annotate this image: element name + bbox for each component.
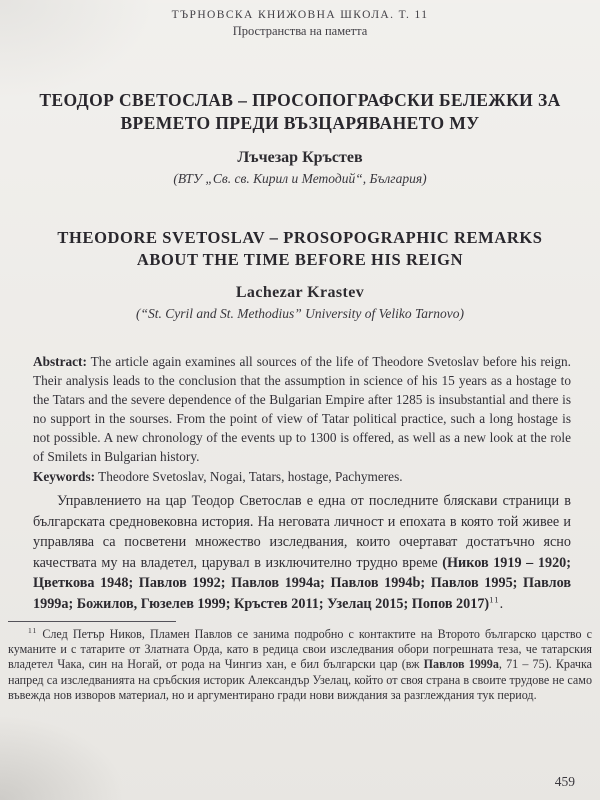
author-name-bulgarian: Лъчезар Кръстев: [237, 149, 363, 166]
author-affiliation-english: (“St. Cyril and St. Methodius” University of Veliko Tarnovo): [136, 306, 464, 321]
keywords-line: [33, 467, 571, 486]
journal-header: [0, 0, 600, 39]
abstract-section: [33, 352, 571, 486]
body-closing-period: .: [499, 595, 504, 612]
body-citations: (Ников 1919 – 1920; Цветкова 1948; Павлов 1992; Павлов 1994a; Павлов 1994b; Павлов 1995; Павлов 1999a; Божилов, Гюзелев 1999; Кръстев 2011; Узелац 2015; Попов 2017): [33, 554, 571, 612]
journal-series-title: ТЪРНОВСКА КНИЖОВНА ШКОЛА. Т. 11: [171, 9, 429, 21]
footnote-text-after: , 71 – 75). Крачка напред са изследванията на сръбския историк Александър Узелац, който от своя страна в своите трудове не само въвежда нов изворов материал, но и аргументирано гради нови виждания за разглеждания тук период.: [8, 657, 593, 702]
footnote-marker-superscript: 11: [28, 625, 38, 635]
abstract-text: The article again examines all sources of the life of Theodore Svetoslav before his reign. Their analysis leads to the conclusion that the assumption in science of his 15 years as a hostage to the Tatars and the severe dependence of the Bulgarian Empire after 1285 is insubstantial and there is no support in the sourses. From the point of view of Tatar political practice, such a long hostage is not possible. A new chronology of the events up to 1300 is offered, as well as a new look at the role of Smilets in Bulgarian history.: [33, 354, 571, 464]
footnote-citation: Павлов 1999a: [423, 657, 499, 672]
abstract-label: Abstract:: [33, 354, 87, 369]
footnote-reference-superscript: 11: [489, 593, 500, 604]
abstract-paragraph: [33, 352, 571, 466]
article-title-english: THEODORE SVETOSLAV – PROSOPOGRAPHIC REMARKS ABOUT THE TIME BEFORE HIS REIGN: [57, 228, 543, 269]
footnote-paragraph: [8, 627, 592, 703]
author-affiliation-bulgarian: (ВТУ „Св. св. Кирил и Методий“, България): [173, 171, 427, 186]
footnote-separator-rule: [8, 621, 176, 622]
keywords-text: Theodore Svetoslav, Nogai, Tatars, hostage, Pachymeres.: [95, 469, 403, 484]
body-paragraph: [33, 491, 571, 614]
article-title-bulgarian: ТЕОДОР СВЕТОСЛАВ – ПРОСОПОГРАФСКИ БЕЛЕЖКИ ЗА ВРЕМЕТО ПРЕДИ ВЪЗЦАРЯВАНЕТО МУ: [39, 90, 561, 133]
author-name-english: Lachezar Krastev: [235, 284, 365, 301]
body-text: Управлението на цар Теодор Светослав е една от последните бляскави страници в българската средновековна история. На неговата личност и епохата в която той живее и управлява са посветени множество изследвания, които очертават достатъчно ясно качествата му на владетел, царувал в изключително трудно време: [33, 493, 571, 571]
keywords-label: Keywords:: [33, 469, 96, 484]
page-number: 459: [554, 774, 575, 789]
footnote-text-before: След Петър Ников, Пламен Павлов се занима подробно с контактите на Второто българско царство с куманите и с татарите от Златната Орда, като в редица свои изследвания обори погрешната теза, че татарския владетел Чака, син на Ногай, от рода на Чингиз хан, е бил български цар (вж: [8, 627, 592, 672]
journal-volume-subtitle: Пространства на паметта: [232, 24, 368, 38]
